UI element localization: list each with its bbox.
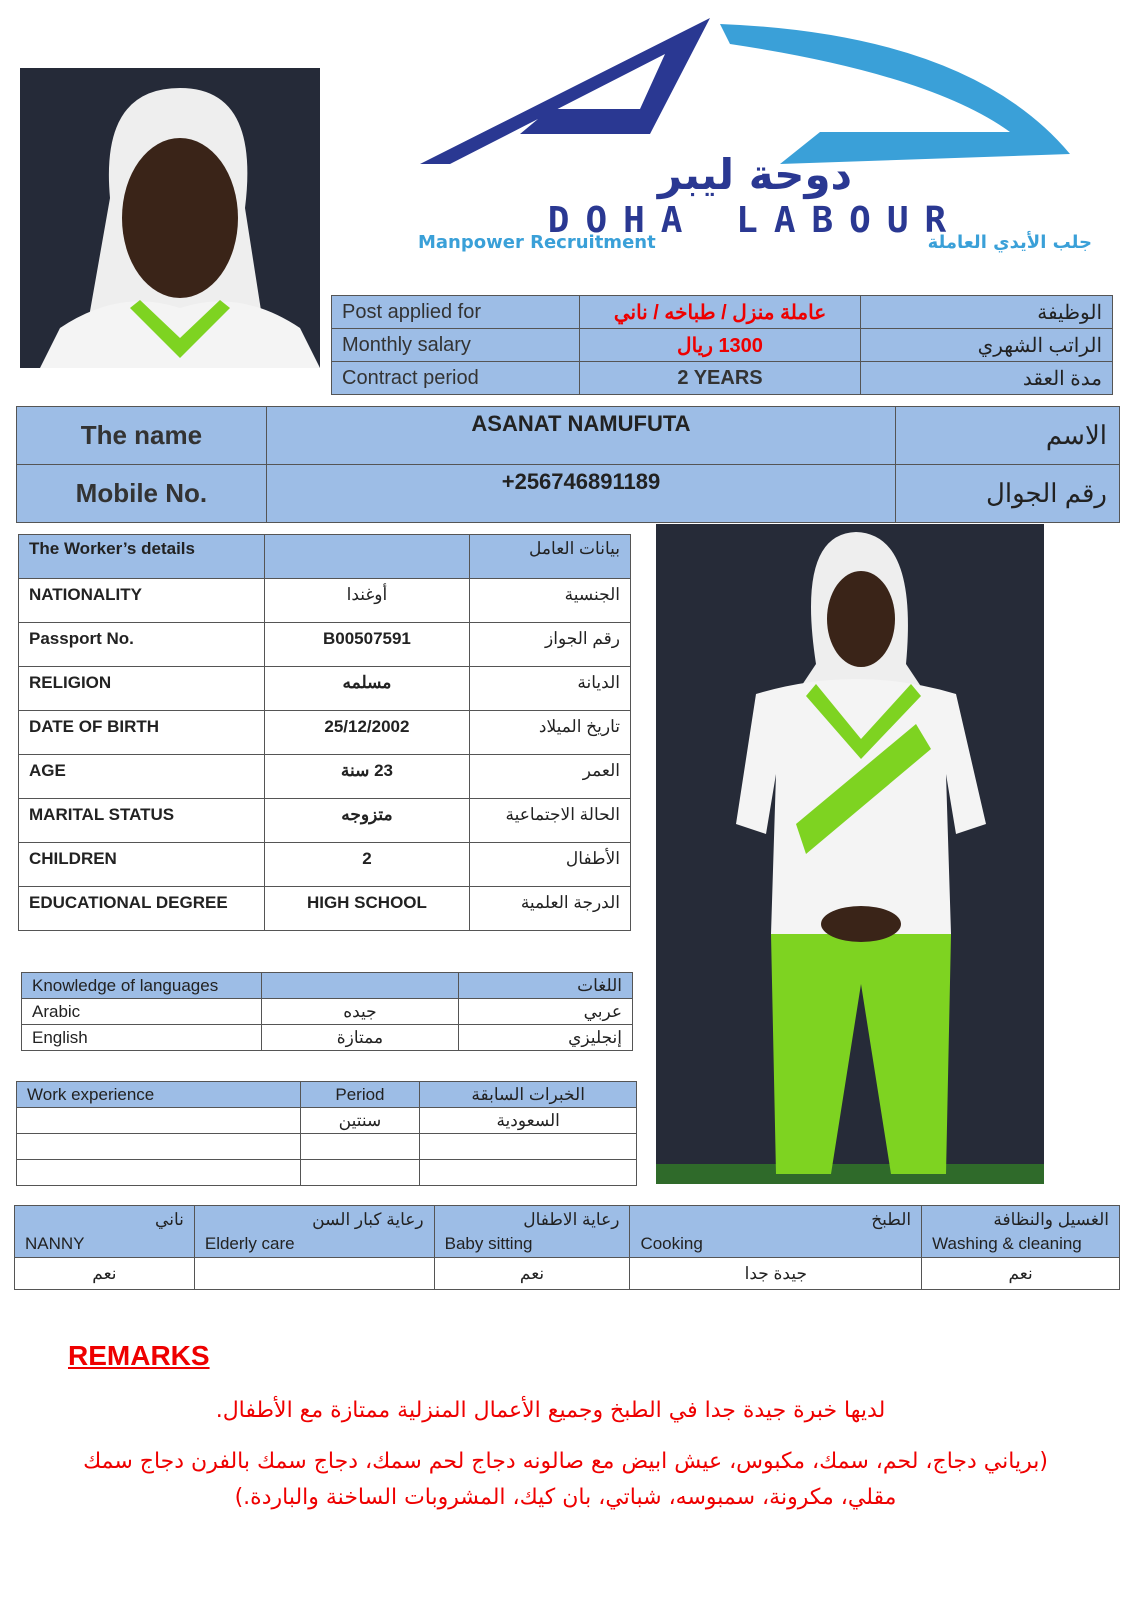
portrait-photo	[20, 68, 320, 368]
skill-value: نعم	[15, 1258, 195, 1290]
details-row	[19, 579, 631, 623]
contract-value: 2 YEARS	[579, 362, 861, 395]
languages-header-row	[22, 973, 633, 999]
details-value: 25/12/2002	[264, 711, 470, 755]
identity-table	[16, 406, 1120, 523]
details-label-ar: رقم الجواز	[470, 623, 631, 667]
contract-label-ar: مدة العقد	[861, 362, 1113, 395]
work-country	[420, 1134, 637, 1160]
work-header-period: Period	[300, 1082, 420, 1108]
skill-header-nanny	[15, 1206, 195, 1258]
skill-header-elderly	[194, 1206, 434, 1258]
details-label-ar: الحالة الاجتماعية	[470, 799, 631, 843]
details-label-ar: العمر	[470, 755, 631, 799]
work-col1	[17, 1134, 301, 1160]
logo-arabic-name: دوحة ليبر	[657, 150, 853, 199]
details-label-en: MARITAL STATUS	[19, 799, 265, 843]
details-value: HIGH SCHOOL	[264, 887, 470, 931]
language-level: جيده	[261, 999, 459, 1025]
skills-header-row	[15, 1206, 1120, 1258]
salary-row	[332, 329, 1113, 362]
details-row	[19, 755, 631, 799]
details-row	[19, 623, 631, 667]
work-col1	[17, 1108, 301, 1134]
work-col1	[17, 1160, 301, 1186]
languages-table	[21, 972, 633, 1051]
details-value: متزوجه	[264, 799, 470, 843]
work-header-en: Work experience	[17, 1082, 301, 1108]
remark-line-1: لديها خبرة جيدة جدا في الطبخ وجميع الأعمال المنزلية ممتازة مع الأطفال.	[215, 1398, 886, 1423]
name-row	[17, 407, 1120, 465]
language-level: ممتازة	[261, 1025, 459, 1051]
language-row	[22, 999, 633, 1025]
languages-header-empty	[261, 973, 459, 999]
skill-label-ar: الغسيل والنظافة	[993, 1209, 1109, 1229]
work-row	[17, 1160, 637, 1186]
skill-header-baby	[434, 1206, 630, 1258]
remark-line-2: (برياني دجاج، لحم، سمك، مكبوس، عيش ابيض مع صالونه دجاج لحم سمك، دجاج سمك بالفرن دجاج سمك مقلي، مكرونة، سمبوسه، شباتي، بان كيك، المشروبات الساخنة والباردة.)	[83, 1449, 1048, 1510]
work-row	[17, 1108, 637, 1134]
mobile-label-ar: رقم الجوال	[896, 465, 1120, 523]
logo-english-name: DOHA LABOUR	[547, 200, 963, 241]
mobile-label-en: Mobile No.	[17, 465, 267, 523]
skill-header-cooking	[630, 1206, 922, 1258]
skill-label-en: Baby sitting	[444, 1233, 533, 1253]
details-value: مسلمه	[264, 667, 470, 711]
work-country: السعودية	[420, 1108, 637, 1134]
skill-value	[194, 1258, 434, 1290]
skill-label-ar: رعاية الاطفال	[523, 1209, 620, 1229]
skills-value-row	[15, 1258, 1120, 1290]
post-value: عاملة منزل / طباخه / ناني	[579, 296, 861, 329]
details-label-en: DATE OF BIRTH	[19, 711, 265, 755]
post-label-en: Post applied for	[332, 296, 580, 329]
skill-label-en: Elderly care	[204, 1233, 295, 1253]
language-label-ar: إنجليزي	[459, 1025, 633, 1051]
contract-row	[332, 362, 1113, 395]
details-header-ar: بيانات العامل	[470, 535, 631, 579]
logo-subtitle	[410, 232, 1100, 253]
skill-value: نعم	[434, 1258, 630, 1290]
work-header-row	[17, 1082, 637, 1108]
worker-details-table	[18, 534, 631, 931]
salary-label-ar: الراتب الشهري	[861, 329, 1113, 362]
details-value: 2	[264, 843, 470, 887]
skill-label-ar: الطبخ	[871, 1209, 912, 1229]
post-row	[332, 296, 1113, 329]
details-value: B00507591	[264, 623, 470, 667]
post-label-ar: الوظيفة	[861, 296, 1113, 329]
languages-header-ar: اللغات	[459, 973, 633, 999]
name-label-ar: الاسم	[896, 407, 1120, 465]
logo-subtitle-en: Manpower Recruitment	[418, 232, 656, 253]
skill-label-en: Cooking	[640, 1233, 703, 1253]
salary-label-en: Monthly salary	[332, 329, 580, 362]
work-row	[17, 1134, 637, 1160]
post-table	[331, 295, 1113, 395]
skill-header-washing	[922, 1206, 1120, 1258]
languages-header-en: Knowledge of languages	[22, 973, 262, 999]
full-body-photo	[656, 524, 1044, 1184]
skill-label-ar: رعاية كبار السن	[312, 1209, 424, 1229]
work-period	[300, 1134, 420, 1160]
details-label-en: AGE	[19, 755, 265, 799]
logo-subtitle-ar: جلب الأيدي العاملة	[927, 232, 1092, 253]
details-label-en: Passport No.	[19, 623, 265, 667]
details-header-row	[19, 535, 631, 579]
mobile-row	[17, 465, 1120, 523]
language-label-en: English	[22, 1025, 262, 1051]
salary-value: 1300 ريال	[579, 329, 861, 362]
name-label-en: The name	[17, 407, 267, 465]
details-label-en: NATIONALITY	[19, 579, 265, 623]
skills-table	[14, 1205, 1120, 1290]
skill-label-en: Washing & cleaning	[932, 1233, 1082, 1253]
details-label-ar: الجنسية	[470, 579, 631, 623]
work-experience-table	[16, 1081, 637, 1186]
work-period	[300, 1160, 420, 1186]
work-period: سنتين	[300, 1108, 420, 1134]
name-value: ASANAT NAMUFUTA	[266, 407, 895, 465]
remarks-title: REMARKS	[68, 1340, 210, 1371]
details-value: 23 سنة	[264, 755, 470, 799]
mobile-value: +256746891189	[266, 465, 895, 523]
contract-label-en: Contract period	[332, 362, 580, 395]
details-row	[19, 887, 631, 931]
details-label-ar: الأطفال	[470, 843, 631, 887]
details-row	[19, 843, 631, 887]
skill-label-ar: ناني	[155, 1209, 184, 1229]
details-header-empty	[264, 535, 470, 579]
details-label-en: CHILDREN	[19, 843, 265, 887]
work-country	[420, 1160, 637, 1186]
details-row	[19, 711, 631, 755]
skill-value: جيدة جدا	[630, 1258, 922, 1290]
details-label-en: EDUCATIONAL DEGREE	[19, 887, 265, 931]
language-label-ar: عربي	[459, 999, 633, 1025]
details-header-en: The Worker’s details	[19, 535, 265, 579]
details-row	[19, 667, 631, 711]
details-label-ar: الدرجة العلمية	[470, 887, 631, 931]
details-label-ar: تاريخ الميلاد	[470, 711, 631, 755]
details-value: أوغندا	[264, 579, 470, 623]
language-row	[22, 1025, 633, 1051]
details-label-ar: الديانة	[470, 667, 631, 711]
language-label-en: Arabic	[22, 999, 262, 1025]
skill-value: نعم	[922, 1258, 1120, 1290]
details-row	[19, 799, 631, 843]
details-label-en: RELIGION	[19, 667, 265, 711]
skill-label-en: NANNY	[25, 1233, 85, 1253]
work-header-ar: الخبرات السابقة	[420, 1082, 637, 1108]
